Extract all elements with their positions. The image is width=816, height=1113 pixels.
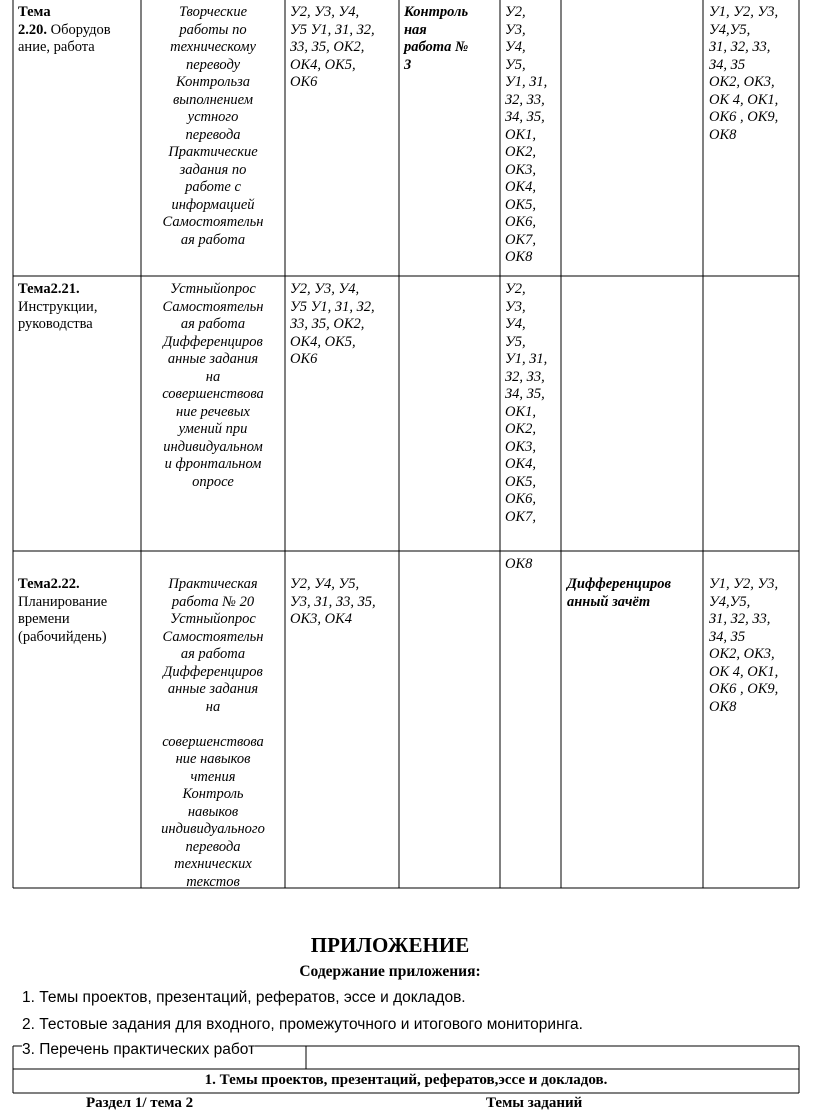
control-skills-line: ОК5, [505, 473, 536, 490]
activity-line: перевода [185, 838, 241, 855]
activity-line: устного [187, 109, 239, 125]
activity-line: технических [174, 856, 252, 872]
activity-line: ние навыков [175, 751, 251, 767]
control-skills-line: З2, З3, [505, 91, 545, 108]
skills-line: З3, З5, ОК2, [290, 316, 365, 332]
final-skills-line: З4, З5 [709, 56, 746, 73]
appendix-contents-title: Содержание приложения: [299, 963, 481, 980]
skills-line: ОК6 [290, 351, 318, 367]
final-skills-line: ОК2, ОК3, [709, 74, 775, 90]
final-skills-line: ОК8 [709, 126, 737, 143]
activity-line: на [205, 368, 221, 385]
activity-line: переводу [185, 56, 241, 73]
section-1-title: 1. Темы проектов, презентаций, рефератов,эссе и докладов. [204, 1072, 608, 1088]
row-3-control-skills [505, 556, 560, 574]
activity-line: Практические [168, 144, 258, 160]
control-skills-line: ОК3, [505, 438, 536, 455]
activity-line: Самостоятельн [162, 628, 264, 645]
activity-line: Устныйопрос [170, 611, 256, 627]
activity-line [142, 716, 284, 734]
row-3-topic-text: Планирование [18, 593, 108, 610]
row-3-topic-text: времени [18, 611, 70, 627]
appendix-item-2: 2. Тестовые задания для входного, промежуточного и итогового мониторинга. [22, 1016, 583, 1033]
row-1-control-skills [505, 4, 560, 267]
row-1-control [404, 4, 499, 74]
final-skills-line: ОК2, ОК3, [709, 646, 775, 662]
row-3-activities [142, 576, 284, 891]
final-skills-line: З1, З2, З3, [709, 39, 771, 55]
appendix-item-1: 1. Темы проектов, презентаций, рефератов, эссе и докладов. [22, 989, 466, 1006]
activity-line: задания по [179, 161, 247, 178]
activity-line: текстов [186, 873, 240, 890]
row-2-control-skills [505, 281, 560, 526]
row-3-topic-number: 2.22. [50, 576, 80, 592]
activity-line: информацией [171, 196, 255, 213]
activity-line: ая работа [180, 231, 246, 248]
activity-line: работа № 20 [171, 593, 255, 610]
activity-line: анные задания [167, 351, 259, 367]
control-skills-line: ОК3, [505, 161, 536, 178]
row-2-topic-number: 2.21. [50, 281, 80, 297]
control-skills-line: ОК6, [505, 491, 536, 507]
activity-line: Устныйопрос [170, 281, 256, 297]
skills-line: ОК6 [290, 74, 318, 90]
activity-line: Практическая [168, 576, 258, 592]
activity-line: работе с [185, 179, 241, 195]
activity-line: на [205, 698, 221, 715]
row-2-topic-text: Инструкции, [18, 298, 98, 315]
activity-line: работы по [179, 21, 247, 38]
control-skills-line: У5, [505, 56, 526, 73]
activity-line: перевода [185, 126, 241, 143]
control-skills-line: ОК1, [505, 126, 536, 143]
row-3-topic-label: Тема [18, 576, 51, 592]
final-skills-line: ОК8 [709, 698, 737, 715]
activity-line: выполнением [173, 91, 253, 108]
control-skills-line: У2, [505, 4, 526, 20]
activity-line: ние речевых [176, 403, 250, 420]
final-line: анный зачёт [567, 593, 651, 610]
control-skills-line: У4, [505, 316, 526, 332]
row-1-activities [142, 4, 284, 249]
final-skills-line: ОК6 , ОК9, [709, 109, 779, 125]
control-skills-line: ОК8 [505, 249, 533, 265]
final-skills-line: У1, У2, У3, [709, 576, 779, 592]
activity-line: Дифференциров [163, 333, 263, 350]
row-3-final-skills [709, 576, 799, 716]
final-line: Дифференциров [567, 576, 672, 592]
row-1-topic-text: Оборудов [50, 21, 111, 38]
skills-line: У5 У1, З1, З2, [290, 21, 375, 38]
activity-line: совершенствова [162, 733, 264, 750]
control-skills-line: У5, [505, 333, 526, 350]
activity-line: техническому [170, 39, 256, 55]
skills-line: У2, У4, У5, [290, 576, 360, 592]
control-skills-line: З4, З5, [505, 386, 545, 402]
control-skills-line: ОК5, [505, 196, 536, 213]
row-2-topic [18, 281, 140, 334]
row-1-final-skills [709, 4, 799, 144]
row-2-topic-label: Тема [18, 281, 51, 297]
final-skills-line: ОК6 , ОК9, [709, 681, 779, 697]
row-2-topic-heading [18, 281, 140, 299]
row-3-skills [290, 576, 398, 629]
activity-line: индивидуального [161, 821, 265, 837]
control-skills-line: ОК4, [505, 179, 536, 195]
row-2-activities [142, 281, 284, 491]
control-skills-line: У4, [505, 39, 526, 55]
activity-line: навыков [187, 803, 239, 820]
row-2-topic-text: руководства [18, 316, 93, 332]
control-skills-line: У1, З1, [505, 351, 548, 367]
control-line: работа № [404, 39, 469, 55]
activity-line: Самостоятельн [162, 298, 264, 315]
final-skills-line: ОК 4, ОК1, [709, 91, 779, 108]
control-skills-line: ОК7, [505, 231, 536, 248]
row-2-skills [290, 281, 398, 369]
skills-line: У5 У1, З1, З2, [290, 298, 375, 315]
control-skills-line: ОК2, [505, 144, 536, 160]
row-1-topic-text: ание, работа [18, 39, 95, 55]
row-1-topic [18, 4, 140, 57]
activity-line: умений при [178, 421, 248, 437]
final-skills-line: З1, З2, З3, [709, 611, 771, 627]
control-skills-line: У2, [505, 281, 526, 297]
activity-line: ая работа [180, 316, 246, 332]
control-skills-line: ОК1, [505, 403, 536, 420]
skills-line: У3, З1, З3, З5, [290, 593, 376, 610]
control-skills-line: ОК7, [505, 508, 536, 525]
skills-line: ОК4, ОК5, [290, 56, 356, 73]
control-skills-line: ОК8 [505, 556, 533, 572]
activity-line: опросе [192, 473, 234, 490]
control-skills-line: ОК4, [505, 456, 536, 472]
skills-line: З3, З5, ОК2, [290, 39, 365, 55]
final-skills-line: У4,У5, [709, 593, 751, 610]
control-skills-line: У1, З1, [505, 74, 548, 90]
column-section-label: Раздел 1/ тема 2 [86, 1095, 194, 1111]
skills-line: У2, У3, У4, [290, 4, 360, 20]
activity-line: и фронтальном [164, 456, 262, 472]
final-skills-line: У1, У2, У3, [709, 4, 779, 20]
control-line: 3 [404, 56, 412, 73]
control-skills-line: ОК2, [505, 421, 536, 437]
row-3-topic-heading [18, 576, 140, 594]
row-3-final [567, 576, 702, 611]
activity-line: совершенствова [162, 386, 264, 402]
activity-line: индивидуальном [163, 438, 263, 455]
control-skills-line: У3, [505, 298, 526, 315]
control-skills-line: ОК6, [505, 214, 536, 230]
control-line: Контроль [404, 4, 469, 20]
activity-line: чтения [190, 768, 236, 785]
row-1-skills [290, 4, 398, 92]
final-skills-line: З4, З5 [709, 628, 746, 645]
control-skills-line: З4, З5, [505, 109, 545, 125]
skills-line: ОК3, ОК4 [290, 611, 352, 627]
final-skills-line: У4,У5, [709, 21, 751, 38]
row-1-topic-label: Тема [18, 4, 51, 20]
column-tasks-label: Темы заданий [486, 1095, 583, 1111]
appendix-item-3: 3. Перечень практических работ [22, 1041, 256, 1058]
row-3-topic [18, 576, 140, 646]
control-skills-line: У3, [505, 21, 526, 38]
activity-line: Самостоятельн [162, 214, 264, 230]
appendix-heading: ПРИЛОЖЕНИЕ [310, 933, 470, 957]
skills-line: У2, У3, У4, [290, 281, 360, 297]
activity-line: анные задания [167, 681, 259, 697]
row-3-topic-text: (рабочийдень) [18, 628, 107, 645]
activity-line: Контрольза [176, 74, 250, 90]
activity-line: Творческие [178, 4, 248, 20]
activity-line: Контроль [182, 786, 244, 802]
control-line: ная [404, 21, 427, 38]
row-1-topic-number: 2.20. [18, 21, 47, 38]
activity-line: ая работа [180, 646, 246, 662]
control-skills-line: З2, З3, [505, 368, 545, 385]
skills-line: ОК4, ОК5, [290, 333, 356, 350]
final-skills-line: ОК 4, ОК1, [709, 663, 779, 680]
activity-line: Дифференциров [163, 663, 263, 680]
row-1-topic-line [18, 22, 140, 40]
